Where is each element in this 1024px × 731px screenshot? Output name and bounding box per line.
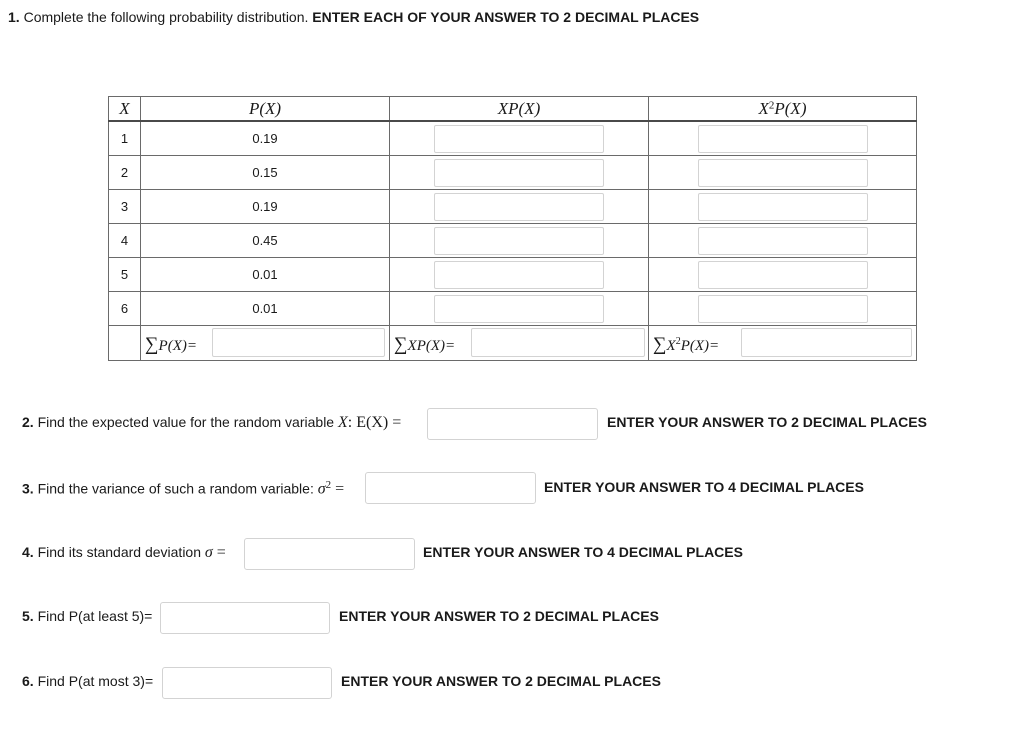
px-value: 0.15 <box>141 156 390 190</box>
instruction-text: ENTER EACH OF YOUR ANSWER TO 2 DECIMAL PLACES <box>312 9 700 25</box>
x2px-cell <box>649 190 917 224</box>
p-at-least-5-input[interactable] <box>160 602 330 634</box>
xpx-cell <box>390 292 649 326</box>
x-value: 4 <box>109 224 141 258</box>
p-at-most-3-input[interactable] <box>162 667 332 699</box>
x2px-input[interactable] <box>698 159 868 187</box>
q4-instruction: ENTER YOUR ANSWER TO 4 DECIMAL PLACES <box>423 544 743 560</box>
x-value: 1 <box>109 121 141 156</box>
standard-deviation-input[interactable] <box>244 538 415 570</box>
x2px-cell <box>649 292 917 326</box>
x2px-input[interactable] <box>698 227 868 255</box>
xpx-cell <box>390 258 649 292</box>
table-row <box>109 258 917 292</box>
question-4-prompt: 4. Find its standard deviation σ = <box>22 544 226 561</box>
table-header-row <box>109 97 917 122</box>
xpx-input[interactable] <box>434 193 604 221</box>
header-px: P(X) <box>141 97 390 122</box>
empty-cell <box>109 326 141 361</box>
sum-px-cell <box>141 326 390 361</box>
x2px-cell <box>649 224 917 258</box>
x-value: 6 <box>109 292 141 326</box>
expected-value-input[interactable] <box>427 408 598 440</box>
header-x: X <box>109 97 141 122</box>
sum-xpx-label: ∑XP(X)= <box>394 334 456 355</box>
x2px-cell <box>649 121 917 156</box>
table-row <box>109 292 917 326</box>
xpx-cell <box>390 224 649 258</box>
sum-px-input[interactable] <box>212 328 385 357</box>
question-2-prompt: 2. Find the expected value for the random variable X: E(X) = <box>22 414 402 431</box>
sum-x2px-label: $\sum X^2P(X)=$ <box>653 334 720 355</box>
xpx-input[interactable] <box>434 295 604 323</box>
sum-xpx-input[interactable] <box>471 328 645 357</box>
question-number: 1. <box>8 9 20 25</box>
x2px-cell <box>649 258 917 292</box>
px-value: 0.19 <box>141 190 390 224</box>
question-6-prompt: 6. Find P(at most 3)= <box>22 673 154 689</box>
xpx-input[interactable] <box>434 125 604 153</box>
px-value: 0.45 <box>141 224 390 258</box>
question-1-prompt <box>8 9 699 25</box>
xpx-cell <box>390 156 649 190</box>
q6-instruction: ENTER YOUR ANSWER TO 2 DECIMAL PLACES <box>341 673 661 689</box>
x-value: 3 <box>109 190 141 224</box>
xpx-input[interactable] <box>434 159 604 187</box>
table-row <box>109 156 917 190</box>
px-value: 0.19 <box>141 121 390 156</box>
px-value: 0.01 <box>141 292 390 326</box>
x2px-input[interactable] <box>698 261 868 289</box>
sum-x2px-cell <box>649 326 917 361</box>
table-row <box>109 121 917 156</box>
totals-row <box>109 326 917 361</box>
xpx-input[interactable] <box>434 227 604 255</box>
q5-instruction: ENTER YOUR ANSWER TO 2 DECIMAL PLACES <box>339 608 659 624</box>
sum-xpx-cell <box>390 326 649 361</box>
variance-input[interactable] <box>365 472 536 504</box>
x2px-input[interactable] <box>698 193 868 221</box>
px-value: 0.01 <box>141 258 390 292</box>
x2px-cell <box>649 156 917 190</box>
q2-instruction: ENTER YOUR ANSWER TO 2 DECIMAL PLACES <box>607 414 927 430</box>
sum-px-label: ∑P(X)= <box>145 334 197 355</box>
question-5-prompt: 5. Find P(at least 5)= <box>22 608 153 624</box>
x2px-input[interactable] <box>698 295 868 323</box>
x-value: 2 <box>109 156 141 190</box>
header-x2px: $X^2P(X)$ <box>649 97 917 122</box>
xpx-cell <box>390 190 649 224</box>
q3-instruction: ENTER YOUR ANSWER TO 4 DECIMAL PLACES <box>544 479 864 495</box>
table-row <box>109 224 917 258</box>
x2px-input[interactable] <box>698 125 868 153</box>
sum-x2px-input[interactable] <box>741 328 912 357</box>
question-3-prompt: 3. Find the variance of such a random variable: $\sigma^2$ = <box>22 479 345 498</box>
xpx-cell <box>390 121 649 156</box>
header-xpx: XP(X) <box>390 97 649 122</box>
probability-distribution-table <box>108 96 917 361</box>
x-value: 5 <box>109 258 141 292</box>
xpx-input[interactable] <box>434 261 604 289</box>
table-row <box>109 190 917 224</box>
question-text: Complete the following probability distribution. <box>23 9 309 25</box>
